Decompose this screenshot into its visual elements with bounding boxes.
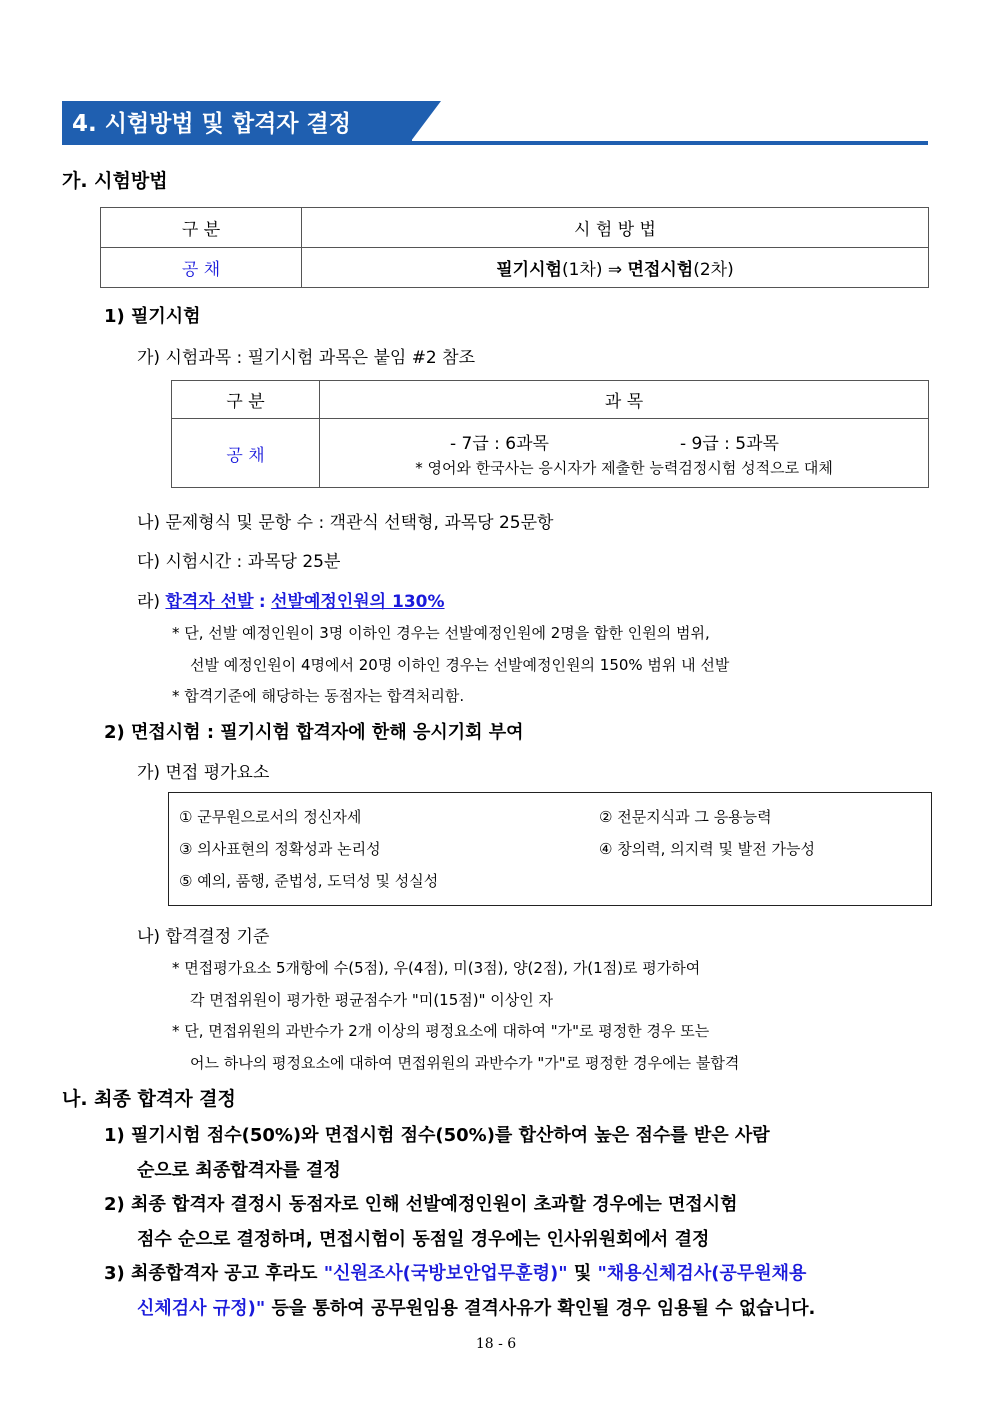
subject-table-header-1: 구 분 xyxy=(172,381,320,419)
element-4: ④ 창의력, 의지력 및 발전 가능성 xyxy=(599,840,815,858)
criteria2-line2: 어느 하나의 평정요소에 대하여 면접위원의 과반수가 "가"로 평정한 경우에는 불합격 xyxy=(190,1054,740,1072)
method-table-row-value xyxy=(302,248,929,288)
criteria2-line1: * 단, 면접위원의 과반수가 2개 이상의 평정요소에 대하여 "가"로 평정한 경우 또는 xyxy=(172,1022,710,1040)
ra-colon: : xyxy=(258,592,266,612)
item1-title: 1) 필기시험 xyxy=(104,306,201,327)
method-table-row-label: 공 채 xyxy=(101,248,302,288)
subject-table-header-2: 과 목 xyxy=(320,381,929,419)
banner-underline xyxy=(62,141,928,145)
element-3: ③ 의사표현의 정확성과 논리성 xyxy=(179,840,381,858)
ra-label: 합격자 선발 xyxy=(165,592,254,612)
grade9-subjects: - 9급 : 5과목 xyxy=(680,434,779,454)
note2: * 합격기준에 해당하는 동점자는 합격처리함. xyxy=(172,687,465,705)
final-p1-line1: 1) 필기시험 점수(50%)와 면접시험 점수(50%)를 합산하여 높은 점수를 받은 사람 xyxy=(104,1125,770,1146)
physical-exam-ref: "채용신체검사(공무원채용 xyxy=(597,1263,807,1284)
section-a-title: 가. 시험방법 xyxy=(62,170,168,192)
ra-value: 선발예정인원의 130% xyxy=(271,592,445,612)
item1-ga: 가) 시험과목 : 필기시험 과목은 붙임 #2 참조 xyxy=(137,348,475,368)
method-table xyxy=(100,207,929,288)
banner-title: 4. 시험방법 및 합격자 결정 xyxy=(72,111,351,137)
element-1: ① 군무원으로서의 정신자세 xyxy=(179,808,362,826)
item1-ra xyxy=(137,587,445,612)
interview-exam-label: 면접시험 xyxy=(627,260,694,280)
section-b-title: 나. 최종 합격자 결정 xyxy=(62,1088,236,1110)
subject-table xyxy=(171,380,929,488)
written-exam-label: 필기시험 xyxy=(496,260,562,280)
subject-table-row-value xyxy=(320,419,929,488)
final-p3-line2 xyxy=(137,1294,815,1320)
item2-na: 나) 합격결정 기준 xyxy=(137,927,270,947)
method-table-header-1: 구 분 xyxy=(101,208,302,248)
element-5: ⑤ 예의, 품행, 준법성, 도덕성 및 성실성 xyxy=(179,872,439,890)
security-check-ref: "신원조사(국방보안업무훈령)" xyxy=(323,1263,568,1284)
grade7-subjects: - 7급 : 6과목 xyxy=(450,434,549,454)
final-p3-and: 및 xyxy=(567,1263,598,1284)
final-p3-line1 xyxy=(104,1259,806,1285)
criteria1-line1: * 면접평가요소 5개항에 수(5점), 우(4점), 미(3점), 양(2점), 가(1점)로 평가하여 xyxy=(172,959,701,977)
element-2: ② 전문지식과 그 응용능력 xyxy=(599,808,772,826)
evaluation-elements-box xyxy=(168,792,932,906)
ra-prefix: 라) xyxy=(137,592,161,612)
final-p3-prefix: 3) 최종합격자 공고 후라도 xyxy=(104,1263,324,1284)
section-banner xyxy=(62,101,928,147)
final-p2-line1: 2) 최종 합격자 결정시 동점자로 인해 선발예정인원이 초과할 경우에는 면접시험 xyxy=(104,1194,738,1215)
final-p2-line2: 점수 순으로 결정하며, 면접시험이 동점일 경우에는 인사위원회에서 결정 xyxy=(137,1229,710,1250)
note1-line1: * 단, 선발 예정인원이 3명 이하인 경우는 선발예정인원에 2명을 합한 인원의 범위, xyxy=(172,624,710,642)
final-p1-line2: 순으로 최종합격자를 결정 xyxy=(137,1160,341,1181)
physical-exam-ref-cont: 신체검사 규정)" xyxy=(137,1298,266,1319)
written-exam-suffix: (1차) xyxy=(561,260,603,280)
banner-slant xyxy=(411,101,441,141)
note1-line2: 선발 예정인원이 4명에서 20명 이하인 경우는 선발예정인원의 150% 범위 내 선발 xyxy=(190,656,730,674)
interview-exam-suffix: (2차) xyxy=(693,260,734,280)
item1-na: 나) 문제형식 및 문항 수 : 객관식 선택형, 과목당 25문항 xyxy=(137,513,554,533)
method-table-header-2: 시 험 방 법 xyxy=(302,208,929,248)
final-p3-rest: 등을 통하여 공무원임용 결격사유가 확인될 경우 임용될 수 없습니다. xyxy=(265,1298,816,1319)
subject-table-row-label: 공 채 xyxy=(172,419,320,488)
subject-note: * 영어와 한국사는 응시자가 제출한 능력검정시험 성적으로 대체 xyxy=(415,459,833,477)
arrow-symbol: ⇒ xyxy=(607,260,623,280)
item1-da: 다) 시험시간 : 과목당 25분 xyxy=(137,552,341,572)
item2-ga: 가) 면접 평가요소 xyxy=(137,763,270,783)
criteria1-line2: 각 면접위원이 평가한 평균점수가 "미(15점)" 이상인 자 xyxy=(190,991,554,1009)
item2-title: 2) 면접시험 : 필기시험 합격자에 한해 응시기회 부여 xyxy=(104,722,524,743)
page-number: 18 - 6 xyxy=(475,1336,517,1352)
